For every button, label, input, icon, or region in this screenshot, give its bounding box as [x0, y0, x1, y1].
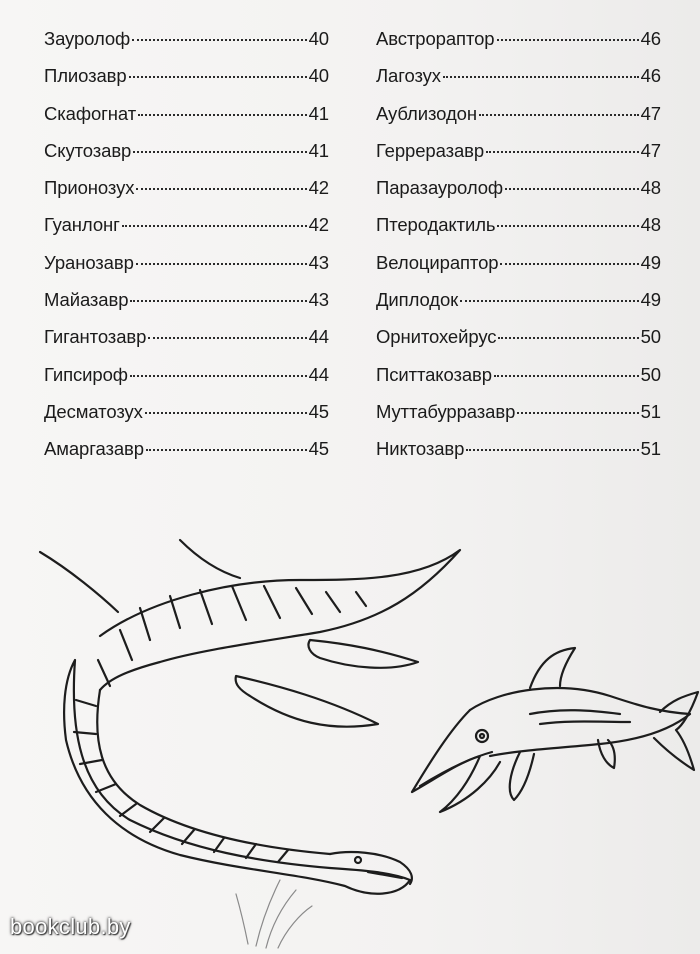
toc-entry-name: Птеродактиль — [376, 214, 496, 236]
toc-entry[interactable] — [44, 103, 329, 140]
toc-entry[interactable] — [44, 214, 329, 251]
plesiosaur-neck-stripe — [246, 844, 256, 858]
toc-entry[interactable] — [376, 438, 661, 475]
toc-entry[interactable] — [44, 65, 329, 102]
toc-entry[interactable] — [44, 326, 329, 363]
toc-leader-dots — [148, 337, 306, 339]
plesiosaur-neck-stripe — [214, 838, 224, 852]
toc-entry-name: Гуанлонг — [44, 214, 120, 236]
toc-entry-page: 47 — [640, 102, 661, 124]
toc-entry-name: Десматозух — [44, 400, 143, 422]
toc-entry-page: 41 — [308, 102, 329, 124]
toc-entry-page: 48 — [640, 214, 661, 236]
toc-leader-dots — [460, 300, 638, 302]
ichthyosaur-front-flipper — [510, 752, 534, 800]
toc-entry-page: 50 — [640, 363, 661, 385]
plesiosaur-front-flipper — [236, 676, 378, 727]
site-watermark: bookclub.by — [10, 914, 131, 939]
toc-entry[interactable] — [376, 326, 661, 363]
toc-entry[interactable] — [376, 177, 661, 214]
toc-entry-name: Майазавр — [44, 289, 129, 311]
plesiosaur-tail — [180, 540, 240, 578]
toc-leader-dots — [517, 412, 638, 414]
toc-entry-name: Амаргазавр — [44, 438, 144, 460]
plesiosaur-neck-stripe — [278, 850, 288, 862]
plesiosaur-inner-neck — [97, 690, 330, 854]
toc-entry-name: Гипсироф — [44, 363, 128, 385]
toc-entry-name: Австрораптор — [376, 28, 495, 49]
plesiosaur-stripe — [264, 586, 280, 618]
toc-leader-dots — [146, 449, 307, 451]
toc-entry-name: Скутозавр — [44, 139, 132, 161]
ichthyosaur-pupil — [480, 734, 484, 738]
toc-leader-dots — [497, 225, 638, 227]
toc-leader-dots — [498, 337, 638, 339]
toc-leader-dots — [133, 151, 306, 153]
toc-entry-name: Пситтакозавр — [376, 363, 492, 385]
ichthyosaur-stripe — [530, 710, 620, 714]
toc-entry-page: 43 — [308, 251, 329, 273]
toc-entry-page: 46 — [640, 65, 661, 87]
toc-leader-dots — [136, 263, 307, 265]
toc-entry-page: 47 — [640, 139, 661, 161]
toc-leader-dots — [145, 412, 307, 414]
toc-entry-page: 44 — [308, 326, 329, 348]
toc-entry[interactable] — [44, 401, 329, 438]
toc-entry-page: 46 — [640, 28, 661, 49]
plesiosaur-neck-outline — [64, 660, 410, 894]
toc-column-right — [376, 28, 661, 476]
plesiosaur-stripe — [200, 590, 212, 624]
toc-entry-name: Скафогнат — [44, 102, 137, 124]
toc-entry-page: 45 — [308, 438, 329, 460]
toc-entry-name: Лагозух — [376, 65, 441, 87]
toc-leader-dots — [479, 114, 639, 116]
toc-entry[interactable] — [376, 289, 661, 326]
toc-entry[interactable] — [44, 28, 329, 65]
toc-entry[interactable] — [44, 252, 329, 289]
toc-entry-name: Уранозавр — [44, 251, 134, 273]
plesiosaur-neck-stripe — [96, 784, 116, 792]
toc-entry[interactable] — [44, 177, 329, 214]
toc-entry-name: Велоцираптор — [376, 251, 499, 273]
toc-entry-page: 40 — [308, 28, 329, 49]
plesiosaur-drawing — [40, 540, 460, 894]
ichthyosaur-head — [412, 710, 500, 812]
toc-entry[interactable] — [376, 252, 661, 289]
toc-entry[interactable] — [44, 364, 329, 401]
plesiosaur-neck-stripe — [120, 804, 136, 816]
plesiosaur-neck-stripe — [150, 818, 164, 832]
toc-entry-page: 49 — [640, 289, 661, 311]
toc-entry[interactable] — [376, 28, 661, 65]
toc-leader-dots — [130, 375, 307, 377]
toc-entry-name: Паразауролоф — [376, 177, 504, 199]
toc-leader-dots — [500, 263, 638, 265]
toc-leader-dots — [132, 39, 306, 41]
toc-entry-page: 50 — [640, 326, 661, 348]
plesiosaur-stripe — [98, 660, 110, 686]
toc-column-left — [44, 28, 329, 476]
toc-entry[interactable] — [376, 401, 661, 438]
toc-leader-dots — [130, 300, 306, 302]
toc-entry[interactable] — [376, 103, 661, 140]
toc-leader-dots — [494, 375, 639, 377]
toc-leader-dots — [136, 188, 306, 190]
plesiosaur-stripe — [120, 630, 132, 660]
toc-entry-page: 45 — [308, 400, 329, 422]
toc-entry-page: 42 — [308, 214, 329, 236]
toc-entry-name: Гигантозавр — [44, 326, 147, 348]
toc-entry-page: 43 — [308, 289, 329, 311]
toc-leader-dots — [129, 76, 307, 78]
toc-leader-dots — [122, 225, 307, 227]
plesiosaur-stripe — [232, 586, 246, 620]
toc-leader-dots — [443, 76, 639, 78]
toc-entry[interactable] — [376, 214, 661, 251]
toc-leader-dots — [138, 114, 307, 116]
toc-entry-name: Аублизодон — [376, 102, 477, 124]
toc-entry-page: 51 — [640, 438, 661, 460]
toc-entry[interactable] — [376, 364, 661, 401]
ichthyosaur-eye — [476, 730, 488, 742]
toc-leader-dots — [466, 449, 638, 451]
plesiosaur-neck-stripe — [76, 700, 96, 706]
toc-entry-page: 48 — [640, 177, 661, 199]
toc-entry[interactable] — [376, 140, 661, 177]
plesiosaur-rear-flipper — [308, 640, 418, 668]
plesiosaur-stripe — [296, 588, 312, 614]
ichthyosaur-stripe — [540, 722, 630, 725]
toc-entry-name: Муттабурразавр — [376, 400, 516, 422]
plesiosaur-stripe — [140, 608, 150, 640]
toc-entry[interactable] — [44, 140, 329, 177]
toc-entry[interactable] — [44, 289, 329, 326]
plesiosaur-stripe — [356, 592, 366, 606]
toc-entry-name: Диплодок — [376, 289, 459, 311]
plesiosaur-tail-lower — [40, 552, 118, 612]
illustration — [0, 500, 700, 954]
toc-entry-name: Прионозух — [44, 177, 135, 199]
toc-entry-page: 49 — [640, 251, 661, 273]
toc-entry-name: Никтозавр — [376, 438, 465, 460]
plesiosaur-back-outline — [100, 550, 460, 690]
toc-entry[interactable] — [376, 65, 661, 102]
toc-leader-dots — [505, 188, 639, 190]
ichthyosaur-dorsal-fin — [530, 648, 575, 688]
toc-entry-page: 41 — [308, 139, 329, 161]
toc-entry-page: 51 — [640, 400, 661, 422]
toc-entry-name: Орнитохейрус — [376, 326, 497, 348]
toc-entry-name: Плиозавр — [44, 65, 127, 87]
plesiosaur-eye — [355, 857, 361, 863]
toc-leader-dots — [497, 39, 639, 41]
seaweed-drawing — [236, 880, 312, 948]
ichthyosaur-drawing — [412, 648, 698, 812]
toc-entry-page: 40 — [308, 65, 329, 87]
plesiosaur-stripe — [326, 592, 340, 612]
toc-entry-name: Герреразавр — [376, 139, 485, 161]
toc-entry-name: Зауролоф — [44, 28, 131, 49]
toc-entry-page: 44 — [308, 363, 329, 385]
toc-entry[interactable] — [44, 438, 329, 475]
toc-entry-page: 42 — [308, 177, 329, 199]
toc-leader-dots — [486, 151, 639, 153]
